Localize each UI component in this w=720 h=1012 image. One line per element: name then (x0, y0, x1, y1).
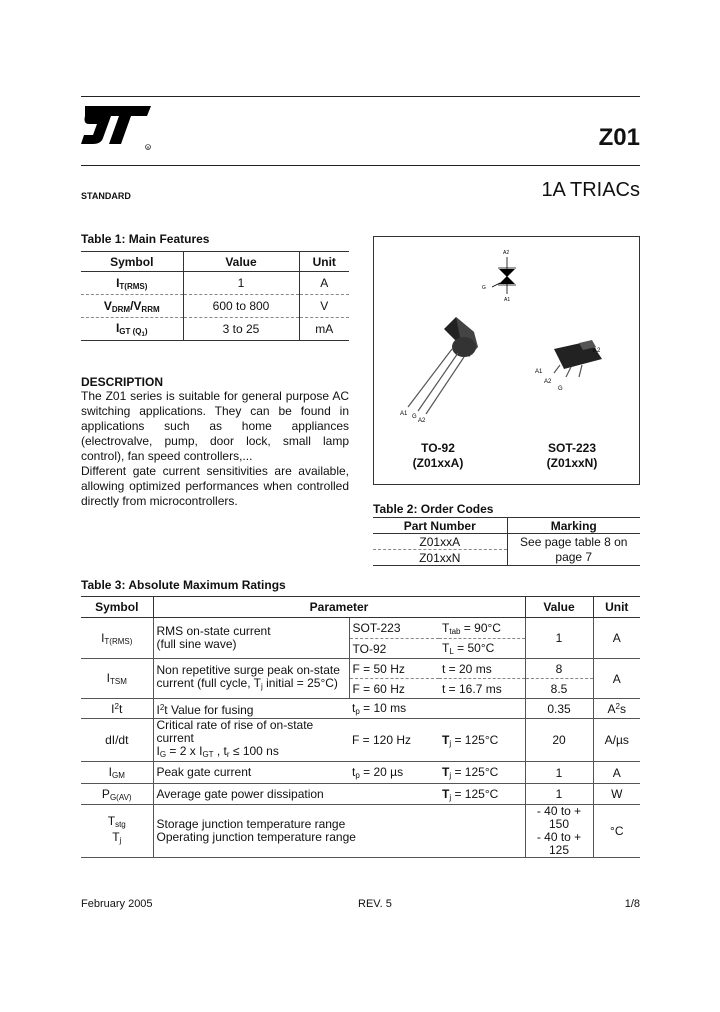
marking-cell: See page table 8 on page 7 (507, 534, 640, 566)
sot223-package-icon (535, 340, 602, 392)
sym-label-a1: A1 (504, 297, 511, 303)
sym-label-g: G (482, 285, 486, 291)
package-box (373, 236, 640, 485)
table-row: $I_{T(RMS)}$ 1 A (81, 272, 349, 295)
table-row: $P_{G(AV)}$ Average gate power dissipation $T_j = 125^\circ C$ 1 W (81, 784, 640, 805)
description-para1: The Z01 series is suitable for general purpose AC switching applications. They can be found in applications such as home appliances (electrovalve, pump, door lock, small lamp control), fan speed controllers,... (81, 389, 349, 463)
col-parameter: Parameter (153, 597, 525, 618)
sot-pin-a2-top: A2 (593, 348, 601, 354)
table-row: F = 60 Hz t = 16.7 ms 8.5 (81, 679, 640, 699)
sot-pin-g: G (558, 386, 563, 392)
col-unit: Unit (299, 252, 349, 272)
col-marking: Marking (507, 518, 640, 534)
col-value: Value (525, 597, 593, 618)
sot223-caption: SOT-223 (Z01xxN) (546, 441, 598, 470)
col-symbol: Symbol (81, 597, 153, 618)
sym-label-a2: A2 (503, 250, 510, 256)
abs-max-ratings-table (81, 596, 640, 858)
description-para2: Different gate current sensitivities are available, allowing optimized performances when controlled directly from microcontrollers. (81, 464, 349, 508)
description-title: DESCRIPTION (81, 375, 164, 389)
col-value: Value (183, 252, 299, 272)
to92-package-icon (400, 317, 478, 424)
footer-date: February 2005 (81, 898, 153, 910)
table-row: dI/dt Critical rate of rise of on-state current $I_G = 2$ x $I_{GT}$ , $t_r \le 100$ ns F = 120 Hz $T_j = 125^\circ C$ 20 A/µs (81, 719, 640, 762)
to92-caption: TO-92 (Z01xxA) (412, 441, 464, 470)
sot-pin-a2: A2 (544, 379, 552, 385)
to92-pin-a1: A1 (400, 411, 408, 417)
triac-symbol-icon (482, 250, 516, 303)
order-codes-table (373, 517, 640, 566)
col-unit: Unit (593, 597, 640, 618)
table-row: TO-92 $T_L = 50^\circ C$ (81, 639, 640, 659)
col-symbol: Symbol (81, 252, 183, 272)
table-row: $I_{T(RMS)}$ RMS on-state current (full sine wave) SOT-223 $T_{tab} = 90^\circ C$ 1 A (81, 618, 640, 639)
footer-rev: REV. 5 (358, 898, 392, 910)
footer-page: 1/8 (624, 898, 640, 910)
product-subtitle: 1A TRIACs (541, 179, 640, 201)
st-logo (81, 104, 155, 152)
header-rule (81, 165, 640, 166)
table-row: $I^2t$ $I^2t$ Value for fusing $t_p = 10$ ms 0.35 $A^2s$ (81, 699, 640, 719)
sot-pin-a1: A1 (535, 369, 543, 375)
table-row: $T_{stg}$ $T_j$ Storage junction temperature range Operating junction temperature range - 40 to + 150 - 40 to + 125 °C (81, 805, 640, 858)
to92-pin-g: G (412, 414, 417, 420)
table-row: $I_{GT (Q_1)}$ 3 to 25 mA (81, 318, 349, 341)
table-row: Z01xxN (373, 550, 640, 566)
col-part-number: Part Number (373, 518, 507, 534)
table1-title: Table 1: Main Features (81, 232, 210, 246)
category-label: STANDARD (81, 191, 131, 201)
table-row: $I_{GM}$ Peak gate current $t_p = 20$ µs $T_j = 125^\circ C$ 1 A (81, 762, 640, 784)
table2-title: Table 2: Order Codes (373, 502, 494, 516)
table-row: Z01xxA See page table 8 on page 7 (373, 534, 640, 550)
table3-title: Table 3: Absolute Maximum Ratings (81, 578, 286, 592)
table-row: $I_{TSM}$ Non repetitive surge peak on-state current (full cycle, $T_j$ initial = 25°C) F = 50 Hz t = 20 ms 8 A (81, 659, 640, 679)
table-row: $V_{DRM}/V_{RRM}$ 600 to 800 V (81, 295, 349, 318)
part-number: Z01 (598, 124, 640, 151)
to92-pin-a2: A2 (418, 418, 426, 424)
main-features-table (81, 251, 349, 341)
top-rule (81, 96, 640, 97)
svg-text:R: R (146, 145, 150, 150)
